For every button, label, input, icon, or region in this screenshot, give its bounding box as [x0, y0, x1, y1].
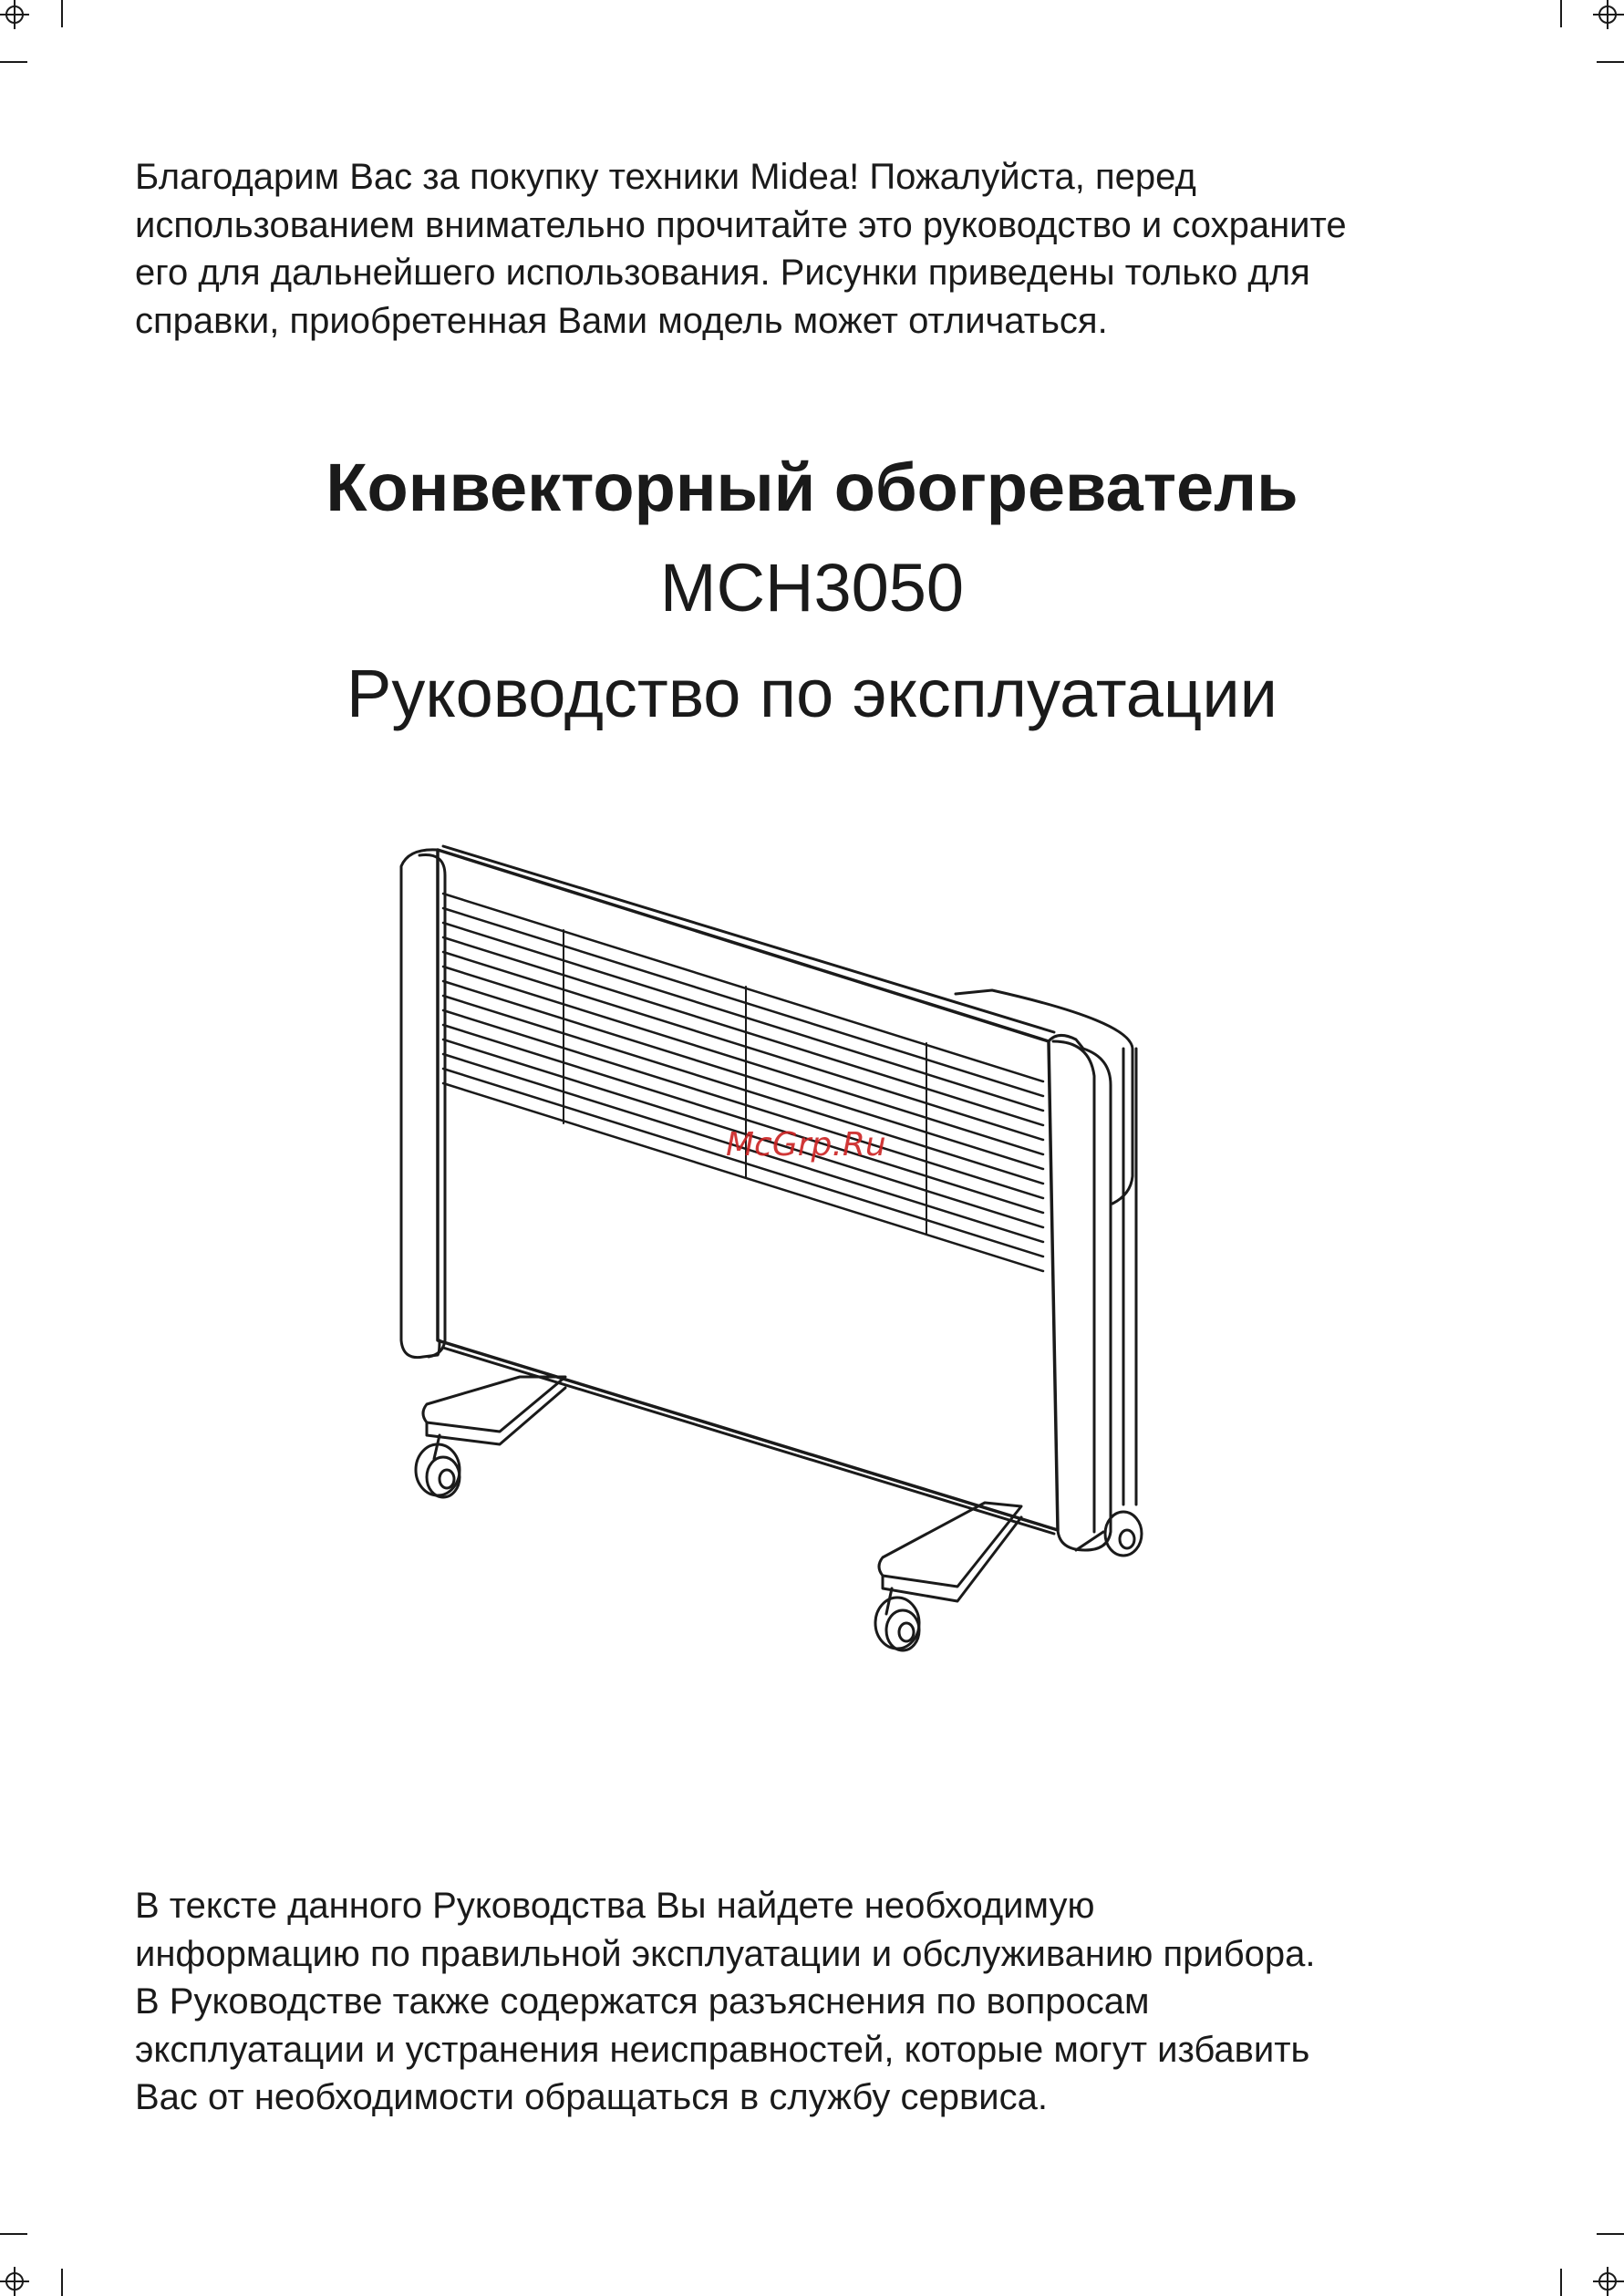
intro-line: использованием внимательно прочитайте это руководство и сохраните — [135, 204, 1347, 245]
outro-line: В тексте данного Руководства Вы найдете необходимую — [135, 1886, 1095, 1926]
heater-illustration — [383, 830, 1158, 1669]
outro-line: эксплуатации и устранения неисправностей, которые могут избавить — [135, 2029, 1310, 2070]
outro-line: информацию по правильной эксплуатации и обслуживанию прибора. — [135, 1933, 1316, 1974]
crop-mark-icon — [0, 0, 62, 62]
crop-mark-icon — [0, 2234, 62, 2296]
crop-mark-icon — [1561, 0, 1624, 62]
intro-line: Благодарим Вас за покупку техники Midea! Пожалуйста, перед — [135, 157, 1196, 197]
outro-line: В Руководстве также содержатся разъяснения по вопросам — [135, 1981, 1150, 2022]
intro-line: справки, приобретенная Вами модель может отличаться. — [135, 300, 1108, 341]
document-type: Руководство по эксплуатации — [347, 656, 1277, 731]
model-number: MCH3050 — [659, 550, 965, 626]
watermark: McGrp.Ru — [726, 1126, 886, 1164]
intro-paragraph — [135, 153, 1503, 345]
crop-mark-icon — [1561, 2234, 1624, 2296]
outro-paragraph — [135, 1882, 1521, 2122]
outro-line: Вас от необходимости обращаться в службу сервиса. — [135, 2077, 1048, 2117]
product-title: Конвекторный обогреватель — [326, 450, 1298, 525]
intro-line: его для дальнейшего использования. Рисунки приведены только для — [135, 253, 1310, 293]
